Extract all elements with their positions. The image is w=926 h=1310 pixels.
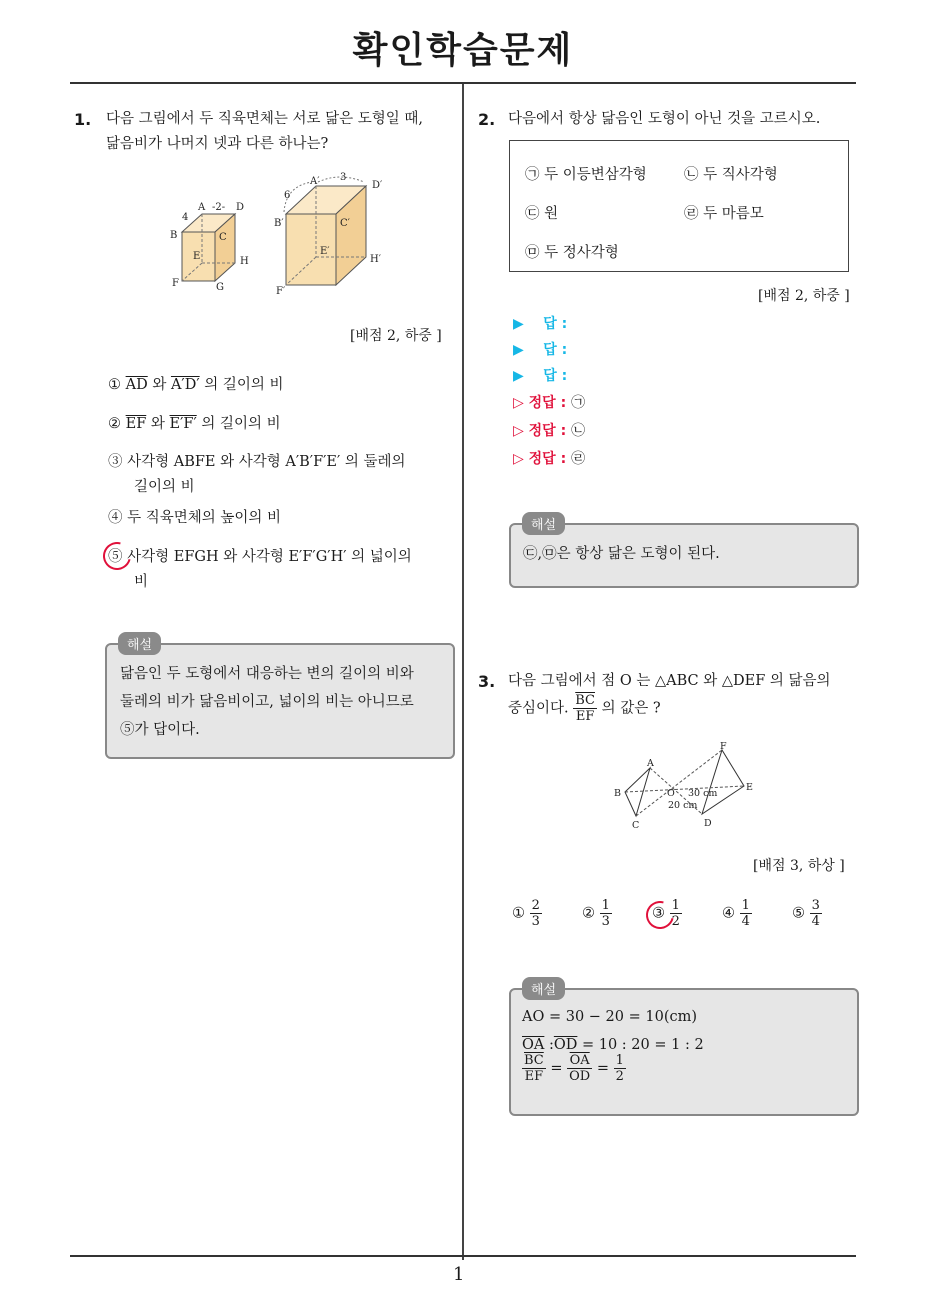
- label-4: 4: [182, 212, 189, 223]
- label-A: A: [647, 758, 654, 769]
- label-O: O: [667, 788, 675, 799]
- segment-label: $\overline{OA}$: [522, 1037, 545, 1053]
- option-tail: 의 길이의 비: [196, 416, 281, 432]
- page-number: 1: [453, 1264, 465, 1285]
- q2-explanation-tag: 해설: [522, 512, 565, 535]
- q1-option-5[interactable]: [108, 545, 453, 595]
- q1-explanation-text: [120, 660, 450, 744]
- q1-text-line2: 닮음비가 나머지 넷과 다른 하나는?: [106, 136, 329, 152]
- outline-triangle-icon: ▷: [513, 395, 524, 411]
- label-B: B: [614, 788, 621, 799]
- q2-answer-line-1[interactable]: [513, 313, 567, 333]
- option-text: 두 직육면체의 높이의 비: [127, 510, 282, 526]
- q3-explanation-line1: AO = 30 − 20 = 10(cm): [522, 1009, 697, 1025]
- correct-label: 정답 :: [528, 451, 567, 467]
- play-triangle-icon: ▶: [513, 316, 524, 332]
- correct-label: 정답 :: [528, 395, 567, 411]
- option-connector: 와: [146, 416, 170, 432]
- option-marker: ①: [108, 377, 121, 393]
- option-marker: ①: [512, 905, 525, 922]
- frac-denominator: EF: [524, 1069, 544, 1084]
- q2-answer-line-2[interactable]: [513, 339, 567, 359]
- option-marker: ④: [108, 510, 123, 526]
- q3-option-4[interactable]: [722, 898, 752, 929]
- explanation-line: ⑤가 답이다.: [120, 722, 200, 738]
- explanation-line: 닮음인 두 도형에서 대응하는 변의 길이의 비와: [120, 666, 414, 682]
- q3-similarity-figure: [610, 740, 760, 832]
- eq-fraction-2: [567, 1053, 592, 1084]
- label-20cm: 20 cm: [668, 800, 698, 811]
- label-H: H: [240, 256, 249, 267]
- frac-denominator: EF: [575, 709, 595, 724]
- answer-label: 답 :: [543, 368, 568, 384]
- correct-value: ㉠: [571, 395, 586, 411]
- option-fraction: [740, 898, 752, 929]
- q3-option-1[interactable]: [512, 898, 542, 929]
- q3-text-prefix: 중심이다.: [508, 700, 569, 717]
- frac-denominator: 2: [671, 914, 680, 929]
- q1-score: [배점 2, 하중 ]: [350, 328, 442, 344]
- frac-numerator: 3: [811, 898, 820, 913]
- option-tail: 의 길이의 비: [199, 377, 284, 393]
- correct-label: 정답 :: [528, 423, 567, 439]
- frac-denominator: 2: [615, 1069, 624, 1084]
- explanation-line: 둘레의 비가 닮음비이고, 넓이의 비는 아니므로: [120, 694, 414, 710]
- big-cuboid: [284, 177, 366, 285]
- label-F-prime: F′: [276, 286, 286, 297]
- label-E-prime: E′: [320, 246, 330, 257]
- label-D-prime: D′: [372, 180, 383, 191]
- option-marker: ③: [108, 454, 123, 470]
- q3-number: 3.: [478, 672, 496, 691]
- q3-fraction: [573, 693, 597, 724]
- q3-explanation-tag: 해설: [522, 977, 565, 1000]
- q3-text-suffix: 의 값은 ?: [601, 700, 661, 717]
- q2-choice-2: ㉡ 두 직사각형: [684, 167, 778, 183]
- answer-label: 답 :: [543, 342, 568, 358]
- option-marker: ⑤: [108, 549, 123, 565]
- q2-choice-5: ㉤ 두 정사각형: [525, 245, 619, 261]
- frac-denominator: 3: [601, 914, 610, 929]
- q1-option-4[interactable]: [108, 506, 453, 531]
- frac-denominator: 4: [741, 914, 750, 929]
- q3-text-line1: 다음 그림에서 점 O 는 △ABC 와 △DEF 의 닮음의: [508, 673, 831, 689]
- label-6: 6: [284, 190, 291, 201]
- q1-cuboid-figure: [160, 168, 400, 303]
- play-triangle-icon: ▶: [513, 342, 524, 358]
- option-marker: ②: [108, 416, 121, 432]
- label-E: E: [193, 251, 201, 262]
- label-C-prime: C′: [340, 218, 350, 229]
- frac-numerator: 1: [741, 898, 750, 913]
- eq-fraction-3: [614, 1053, 626, 1084]
- correct-value: ㉡: [571, 423, 586, 439]
- q3-text-line2: [508, 693, 863, 724]
- q2-score: [배점 2, 하중 ]: [758, 288, 850, 304]
- label-E: E: [746, 782, 753, 793]
- label-2: -2-: [212, 202, 226, 213]
- bottom-rule: [70, 1255, 856, 1257]
- option-marker: ②: [582, 905, 595, 922]
- option-text: 사각형 EFGH 와 사각형 E′F′G′H′ 의 넓이의: [127, 549, 412, 565]
- option-fraction: [600, 898, 612, 929]
- outline-triangle-icon: ▷: [513, 423, 524, 439]
- label-A: A: [198, 202, 206, 213]
- option-fraction: [810, 898, 822, 929]
- q1-option-2[interactable]: [108, 412, 453, 437]
- segment-label: E′F′: [169, 416, 197, 432]
- frac-denominator: OD: [569, 1069, 591, 1084]
- column-divider: [462, 84, 464, 1260]
- q1-option-1[interactable]: [108, 373, 453, 398]
- segment-label: $\overline{AD}$: [125, 377, 148, 393]
- label-B: B: [170, 230, 178, 241]
- label-D: D: [704, 818, 712, 829]
- q2-number: 2.: [478, 110, 496, 129]
- frac-denominator: 3: [531, 914, 540, 929]
- frac-denominator: 4: [811, 914, 820, 929]
- q1-text-line1: 다음 그림에서 두 직육면체는 서로 닮은 도형일 때,: [106, 111, 424, 127]
- label-F: F: [172, 278, 179, 289]
- q1-option-3[interactable]: [108, 450, 453, 500]
- label-B-prime: B′: [274, 218, 284, 229]
- q2-choice-4: ㉣ 두 마름모: [684, 206, 764, 222]
- q3-option-2[interactable]: [582, 898, 612, 929]
- option-marker: ④: [722, 905, 735, 922]
- outline-triangle-icon: ▷: [513, 451, 524, 467]
- frac-numerator: $\overline{BC}$: [575, 693, 595, 708]
- q2-choice-3: ㉢ 원: [525, 206, 559, 222]
- label-A-prime: A′: [310, 176, 320, 187]
- segment-label: $\overline{EF}$: [125, 416, 147, 432]
- ratio-result: = 10 : 20 = 1 : 2: [577, 1037, 704, 1053]
- eq-fraction-1: [522, 1053, 546, 1084]
- label-H-prime: H′: [370, 254, 381, 265]
- q2-answer-line-3[interactable]: [513, 365, 567, 385]
- q2-text: 다음에서 항상 닮음인 도형이 아닌 것을 고르시오.: [508, 111, 821, 127]
- segment-label: $\overline{OD}$: [553, 1037, 578, 1053]
- label-3: 3: [340, 172, 347, 183]
- play-triangle-icon: ▶: [513, 368, 524, 384]
- frac-numerator: 2: [531, 898, 540, 913]
- option-text: 사각형 ABFE 와 사각형 A′B′F′E′ 의 둘레의: [127, 454, 406, 470]
- q2-correct-line-2: [513, 420, 585, 440]
- q2-correct-line-1: [513, 392, 585, 412]
- label-F: F: [720, 741, 727, 752]
- q2-choice-1: ㉠ 두 이등변삼각형: [525, 167, 647, 183]
- page-title: 확인학습문제: [352, 30, 574, 71]
- q3-option-5[interactable]: [792, 898, 822, 929]
- correct-value: ㉣: [571, 451, 586, 467]
- label-C: C: [219, 232, 227, 243]
- frac-numerator: $\overline{BC}$: [524, 1053, 544, 1068]
- option-text-cont: 비: [134, 574, 149, 590]
- q2-correct-line-3: [513, 448, 585, 468]
- answer-label: 답 :: [543, 316, 568, 332]
- q1-number: 1.: [74, 110, 92, 129]
- frac-numerator: 1: [601, 898, 610, 913]
- q3-explanation-equation: $\frac{\overline{BC}}{EF}$ = $\frac{\overline{OA}}{OD}$ = $\frac{1}{2}$: [524, 1053, 624, 1084]
- q1-text: [106, 107, 456, 157]
- label-D: D: [236, 202, 245, 213]
- frac-numerator: 1: [615, 1053, 624, 1068]
- segment-label: A′D′: [170, 377, 200, 393]
- option-fraction: [530, 898, 542, 929]
- q3-score: [배점 3, 하상 ]: [753, 858, 845, 874]
- frac-numerator: $\overline{OA}$: [567, 1053, 592, 1069]
- label-G: G: [216, 282, 224, 293]
- option-connector: 와: [147, 377, 171, 393]
- q2-explanation-text: ㉢,㉤은 항상 닮은 도형이 된다.: [523, 546, 720, 562]
- frac-numerator: 1: [671, 898, 680, 913]
- option-marker: ⑤: [792, 905, 805, 922]
- q3-explanation-line2: $\overline{OA}$ $:\overline{OD} = 10$ : 20 = 1 : 2: [522, 1037, 704, 1053]
- q1-explanation-tag: 해설: [118, 632, 161, 655]
- option-text-cont: 길이의 비: [134, 479, 195, 495]
- label-C: C: [632, 820, 640, 831]
- option-marker: ③: [652, 905, 665, 922]
- small-cuboid: [182, 214, 235, 281]
- label-30cm: 30 cm: [688, 788, 718, 799]
